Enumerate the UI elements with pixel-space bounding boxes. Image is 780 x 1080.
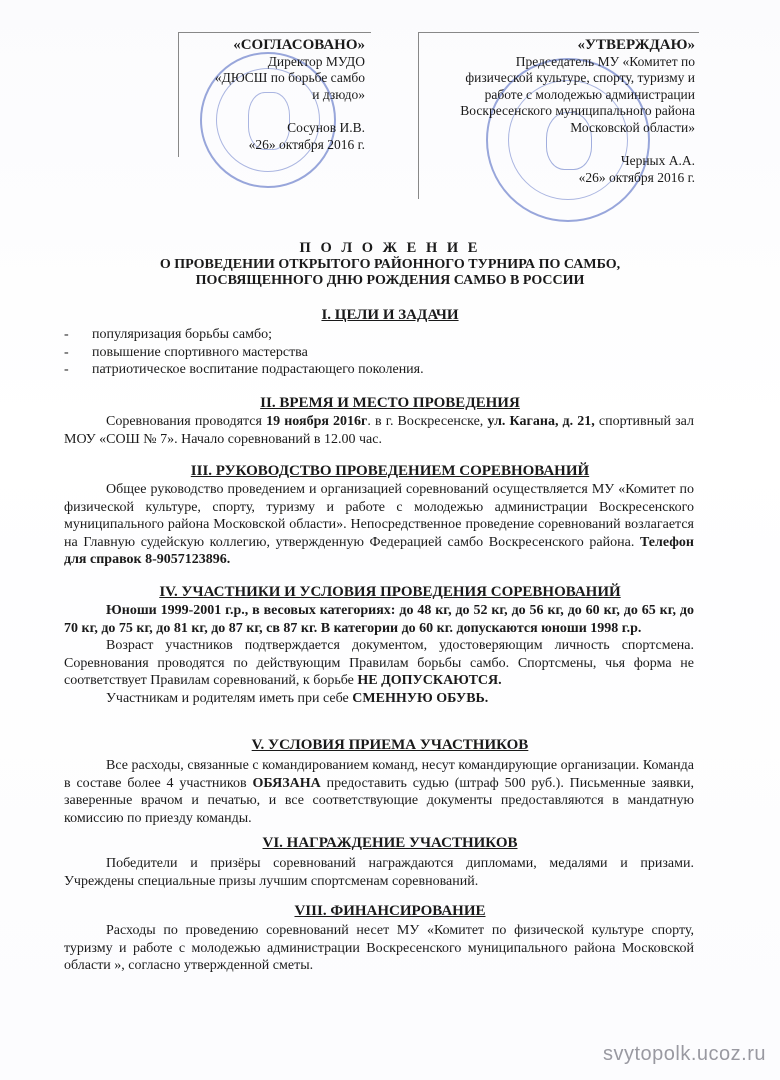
section-heading-awards: VI. НАГРАЖДЕНИЕ УЧАСТНИКОВ bbox=[262, 835, 518, 851]
approval-block-agreed bbox=[178, 32, 371, 157]
address-text: ул. Кагана, д. 21, bbox=[487, 414, 595, 429]
approval-signatory: Черных А.А. bbox=[620, 153, 695, 168]
approval-line: Председатель МУ «Комитет по bbox=[515, 53, 695, 69]
text: Участникам и родителям иметь при себе bbox=[106, 690, 353, 706]
text: Общее руководство проведением и организацией соревнований осуществляется МУ «Комитет по физической культуре, спорту, туризму и работе с молодежью администрации Воскресенского муниципального района Московской области». Непосредственное проведение соревнований возлагается на Главную судейскую коллегию, утвержденную Федерацией самбо Воскресенского района. bbox=[64, 482, 694, 550]
site-watermark: svytopolk.ucoz.ru bbox=[602, 1043, 766, 1065]
text: Соревнования проводятся bbox=[106, 414, 267, 429]
date-text: 19 ноября 2016г bbox=[266, 414, 368, 429]
text: Расходы по проведению соревнований несет МУ «Комитет по физической культуре спорту, туризму и работе с молодежью администрации Воскресенского муниципального района Московской области », согласно утвержденной сметы. bbox=[64, 923, 694, 973]
section-text-admission bbox=[64, 757, 694, 827]
document-title: П О Л О Ж Е Н И Е bbox=[299, 240, 481, 256]
approval-line: и дзюдо» bbox=[312, 86, 365, 102]
section-text-time-place bbox=[64, 413, 694, 448]
text: . в г. Воскресенске, bbox=[367, 414, 488, 429]
approval-date: «26» октября 2016 г. bbox=[578, 169, 695, 185]
approval-block-approved bbox=[418, 32, 699, 199]
approval-title: «УТВЕРЖДАЮ» bbox=[577, 37, 695, 53]
text: Победители и призёры соревнований награждаются дипломами, медалями и призами. Учреждены специальные призы лучшим спортсменам соревнований. bbox=[64, 856, 694, 889]
list-item: - повышение спортивного мастерства bbox=[64, 344, 424, 362]
weight-categories-text: Юноши 1999-2001 г.р., в весовых категориях: до 48 кг, до 52 кг, до 56 кг, до 60 кг, до 65 кг, до 70 кг, до 75 кг, до 81 кг, до 87 кг, св 87 кг. В категории до 60 кг. допускаются юноши 1998 г.р. bbox=[64, 603, 694, 636]
section-text-participants bbox=[64, 602, 694, 707]
section-heading-admission: V. УСЛОВИЯ ПРИЕМА УЧАСТНИКОВ bbox=[251, 737, 529, 753]
goals-list bbox=[64, 326, 424, 379]
text: Возраст участников подтверждается документом, удостоверяющим личность спортсмена. Соревнования проводятся по действующим Правилам борьбы самбо. Спортсмены, чья форма не соответствует Правилам соревнований, к борьбе bbox=[64, 638, 694, 688]
approval-line: Воскресенского муниципального района bbox=[460, 103, 695, 118]
text: спортивный зал МОУ «СОШ № 7». Начало соревнований в 12.00 час. bbox=[64, 414, 694, 447]
document-subtitle: О ПРОВЕДЕНИИ ОТКРЫТОГО РАЙОННОГО ТУРНИРА ПО САМБО, bbox=[159, 257, 621, 272]
list-item: - популяризация борьбы самбо; bbox=[64, 326, 424, 344]
approval-line: Московской области» bbox=[570, 119, 695, 135]
approval-title: «СОГЛАСОВАНО» bbox=[233, 37, 365, 53]
emphasis-text: НЕ ДОПУСКАЮТСЯ. bbox=[357, 673, 502, 688]
phone-text: Телефон для справок 8-9057123896. bbox=[64, 534, 694, 567]
section-heading-management: III. РУКОВОДСТВО ПРОВЕДЕНИЕМ СОРЕВНОВАНИЙ bbox=[190, 463, 590, 479]
list-item: - патриотическое воспитание подрастающего поколения. bbox=[64, 361, 424, 379]
approval-signatory: Сосунов И.В. bbox=[287, 120, 365, 135]
section-text-awards bbox=[64, 855, 694, 890]
section-heading-participants: IV. УЧАСТНИКИ И УСЛОВИЯ ПРОВЕДЕНИЯ СОРЕВНОВАНИЙ bbox=[159, 584, 621, 600]
approval-line: Директор МУДО bbox=[267, 53, 365, 69]
approval-date: «26» октября 2016 г. bbox=[248, 136, 365, 152]
emphasis-text: СМЕННУЮ ОБУВЬ. bbox=[352, 690, 489, 706]
section-text-management bbox=[64, 481, 694, 569]
approval-line: физической культуре, спорту, туризму и bbox=[465, 70, 695, 85]
document-subtitle: ПОСВЯЩЕННОГО ДНЮ РОЖДЕНИЯ САМБО В РОССИИ bbox=[195, 273, 585, 288]
section-text-financing bbox=[64, 922, 694, 975]
section-heading-financing: VIII. ФИНАНСИРОВАНИЕ bbox=[294, 903, 486, 919]
approval-line: «ДЮСШ по борьбе самбо bbox=[214, 70, 365, 85]
section-heading-time-place: II. ВРЕМЯ И МЕСТО ПРОВЕДЕНИЯ bbox=[260, 395, 520, 411]
text: предоставить судью (штраф 500 руб.). Письменные заявки, заверенные врачом и печатью, и все соответствующие документы предоставляются в мандатную комиссию по приезду команды. bbox=[64, 775, 694, 826]
emphasis-text: ОБЯЗАНА bbox=[252, 775, 321, 791]
section-heading-goals: I. ЦЕЛИ И ЗАДАЧИ bbox=[321, 307, 459, 323]
text: Все расходы, связанные с командированием команд, несут командирующие организации. Команда в составе более 4 участников bbox=[64, 758, 694, 791]
approval-line: работе с молодежью администрации bbox=[484, 86, 695, 102]
